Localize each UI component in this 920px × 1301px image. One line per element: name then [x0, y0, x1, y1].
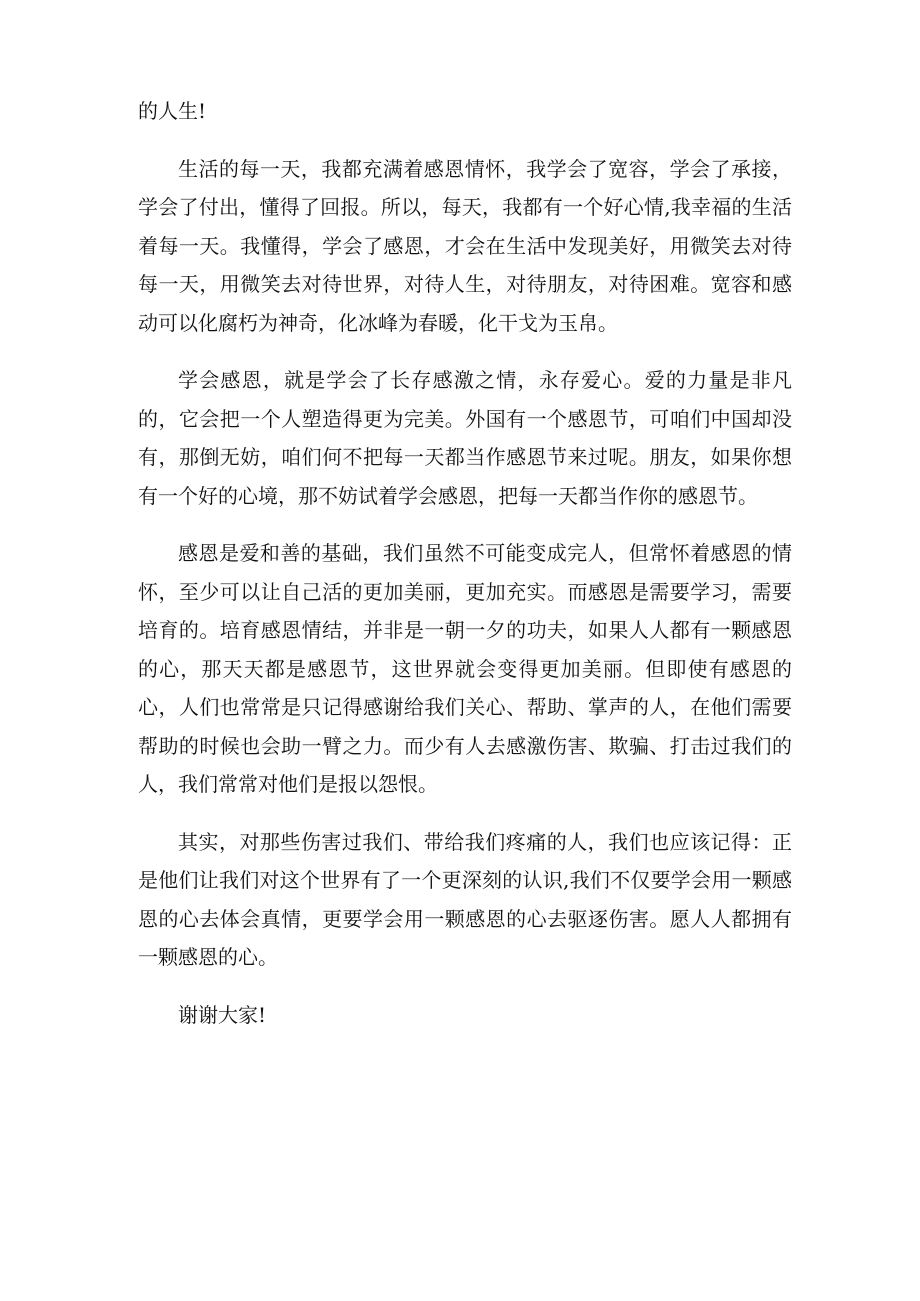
paragraph-gratitude-foundation: 感恩是爱和善的基础，我们虽然不可能变成完人，但常怀着感恩的情怀，至少可以让自己活的更加美丽，更加充实。而感恩是需要学习，需要培育的。培育感恩情结，并非是一朝一夕的功夫，如果人人都有一颗感恩的心，那天天都是感恩节，这世界就会变得更加美丽。但即使有感恩的心，人们也常常是只记得感谢给我们关心、帮助、掌声的人，在他们需要帮助的时候也会助一臂之力。而少有人去感激伤害、欺骗、打击过我们的人，我们常常对他们是报以怨恨。: [138, 541, 792, 796]
paragraph-learning-gratitude: 学会感恩，就是学会了长存感激之情，永存爱心。爱的力量是非凡的，它会把一个人塑造得更为完美。外国有一个感恩节，可咱们中国却没有，那倒无妨，咱们何不把每一天都当作感恩节来过呢。朋友，如果你想有一个好的心境，那不妨试着学会感恩，把每一天都当作你的感恩节。: [138, 368, 792, 508]
paragraph-gratitude-daily-life: 生活的每一天，我都充满着感恩情怀，我学会了宽容，学会了承接，学会了付出，懂得了回报。所以，每天，我都有一个好心情,我幸福的生活着每一天。我懂得，学会了感恩，才会在生活中发现美好，用微笑去对待每一天，用微笑去对待世界，对待人生，对待朋友，对待困难。宽容和感动可以化腐朽为神奇，化冰峰为春暖，化干戈为玉帛。: [138, 156, 792, 335]
paragraph-closing-thanks: 谢谢大家!: [178, 1002, 267, 1027]
paragraph-gratitude-to-all: 其实，对那些伤害过我们、带给我们疼痛的人，我们也应该记得：正是他们让我们对这个世界有了一个更深刻的认识,我们不仅要学会用一颗感恩的心去体会真情，更要学会用一颗感恩的心去驱逐伤害。愿人人都拥有一颗感恩的心。: [138, 829, 792, 969]
document-body: [138, 92, 792, 1053]
paragraph-continuation: 的人生!: [138, 99, 207, 123]
